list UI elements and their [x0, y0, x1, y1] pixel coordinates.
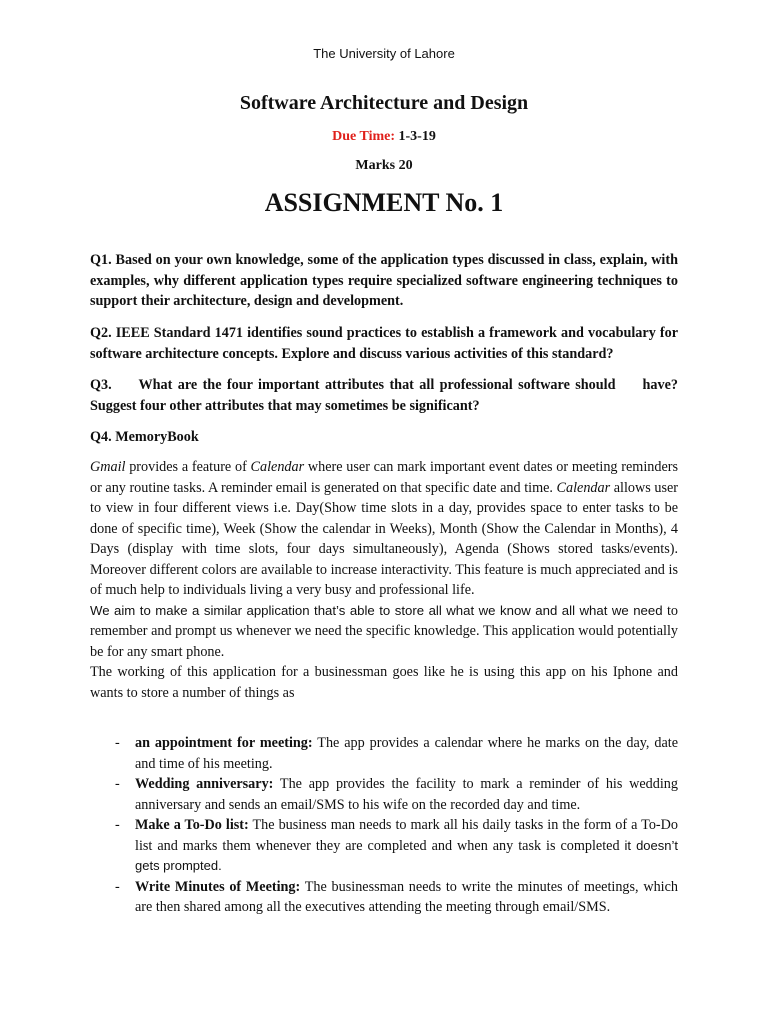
list-item-text: The app provides a calendar where he marks on the day, date and time of his meeting. [135, 735, 679, 772]
memorybook-description [90, 457, 678, 703]
question-1: Q1. Based on your own knowledge, some of the application types discussed in class, explain, with examples, why different application types require specialized software engineering techniques to support their architecture, design and development. [90, 252, 678, 309]
paragraph-1 [90, 457, 678, 601]
marks: Marks 20 [355, 158, 413, 173]
bullet-dash: - [115, 735, 120, 751]
due-time-label: Due Time: [332, 129, 396, 144]
due-time [0, 129, 768, 145]
bullet-dash: - [115, 776, 120, 792]
list-item [90, 877, 678, 918]
list-item-title: an appointment for meeting: [135, 735, 313, 751]
paragraph-2-rest: to remember and prompt us whenever we need the specific knowledge. This application would potentially be for any smart phone. [90, 602, 678, 660]
paragraph-2 [90, 601, 678, 663]
paragraph-1-text-c: allows user to view in four different views i.e. Day(Show time slots in a day, provides space to enter tasks to be done of specific time), Week (Show the calendar in Weeks), Month (Show the Calendar in Months), 4 Days (display with time slots, four days simultaneously), Agenda (Shows stored tasks/events). Moreover different colors are available to increase interactivity. This feature is much appreciated and is of much help to individuals living a very busy and professional life. [90, 479, 678, 598]
gmail-term: Gmail [90, 459, 126, 475]
course-title: Software Architecture and Design [239, 92, 529, 114]
list-item [90, 733, 678, 774]
paragraph-2-first-line: We aim to make a similar application that’s able to store all what we know and all what we need [90, 602, 663, 618]
list-item-title: Make a To-Do list: [135, 817, 249, 833]
list-item [90, 815, 678, 877]
list-item-title: Wedding anniversary: [135, 776, 274, 792]
list-item-text: The businessman needs to write the minutes of meetings, which are then shared among all the executives attending the meeting through email/SMS. [135, 878, 678, 915]
question-3: Q3. What are the four important attributes that all professional software should have? Suggest four other attributes that may sometimes be significant? [90, 377, 682, 414]
assignment-title: ASSIGNMENT No. 1 [264, 188, 504, 217]
list-item [90, 774, 678, 815]
list-item-title: Write Minutes of Meeting: [135, 878, 301, 895]
bullet-dash: - [115, 817, 120, 833]
list-item-text: The app provides the facility to mark a reminder of his wedding anniversary and sends an email/SMS to his wife on the recorded day and time. [135, 776, 678, 813]
use-case-list [90, 733, 678, 918]
question-4: Q4. MemoryBook [90, 429, 199, 445]
calendar-term-2: Calendar [556, 479, 611, 496]
question-2: Q2. IEEE Standard 1471 identifies sound practices to establish a framework and vocabulary for software architecture concepts. Explore and discuss various activities of this standard? [90, 325, 678, 362]
university-name: The University of Lahore [313, 46, 455, 61]
paragraph-3: The working of this application for a businessman goes like he is using this app on his Iphone and wants to store a number of things as [90, 664, 678, 701]
due-time-value: 1-3-19 [398, 129, 436, 144]
calendar-term: Calendar [250, 459, 305, 475]
paragraph-1-text-a: provides a feature of [125, 459, 251, 475]
list-item-text: The business man needs to mark all his daily tasks in the form of a To-Do list and marks them whenever they are completed and when any task is completed [135, 817, 678, 854]
bullet-dash: - [115, 878, 120, 895]
list-item-tail: it doesn’t gets prompted. [135, 837, 678, 873]
paragraph-1-text-b: where user can mark important event dates or meeting reminders or any routine tasks. A reminder email is generated on that specific date and time. [90, 459, 679, 496]
